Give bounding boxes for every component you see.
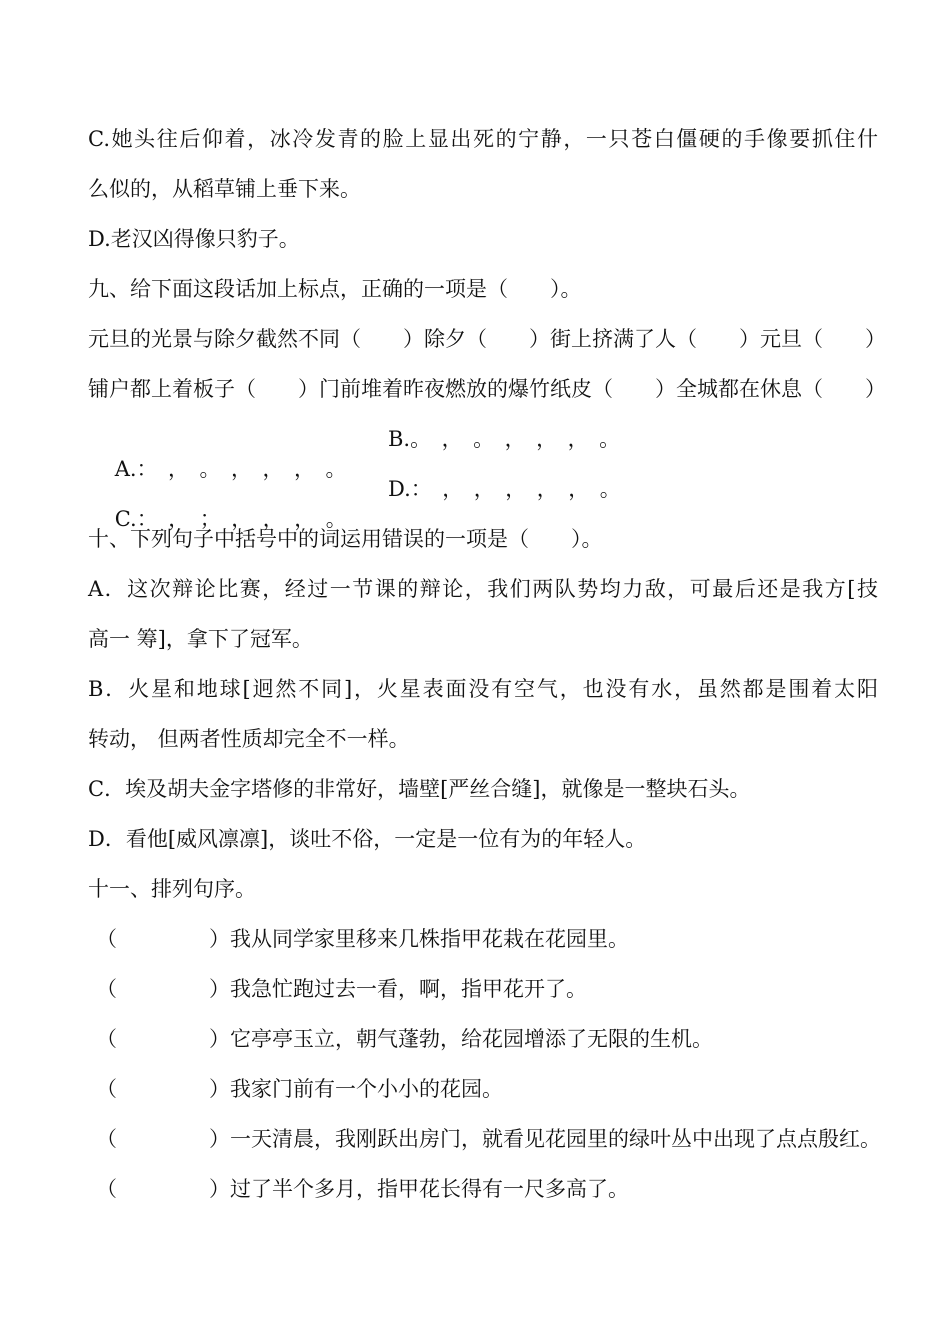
- q11-sentence-row: [96, 1124, 886, 1154]
- q10-option-c: C．埃及胡夫金字塔修的非常好，墙壁[严丝合缝]，就像是一整块石头。: [88, 777, 751, 801]
- q9-passage-line1: 元旦的光景与除夕截然不同（ ）除夕（ ）街上挤满了人（ ）元旦（ ）: [88, 327, 886, 351]
- answer-paren-close: ）: [209, 1177, 230, 1201]
- q10-option-d: D．看他[威风凛凛]，谈吐不俗，一定是一位有为的年轻人。: [88, 827, 647, 851]
- q10-option-a-line1: A．这次辩论比赛，经过一节课的辩论，我们两队势均力敌，可最后还是我方[技: [88, 577, 878, 601]
- answer-paren-open: （: [96, 1177, 117, 1201]
- q10-stem: 十、下列句子中括号中的词运用错误的一项是（ ）。: [88, 527, 603, 551]
- q11-sentence-text: 我急忙跑过去一看，啊，指甲花开了。: [230, 977, 587, 1001]
- q8-option-c-line1: C.她头往后仰着，冰冷发青的脸上显出死的宁静，一只苍白僵硬的手像要抓住什: [88, 127, 878, 151]
- q8-option-c-line2: 么似的，从稻草铺上垂下来。: [88, 177, 361, 201]
- q11-sentence-row: [96, 974, 886, 1004]
- q9-option-a: A.： ， 。 ， ， ， 。: [114, 457, 347, 481]
- q9-stem: 九、给下面这段话加上标点，正确的一项是（ ）。: [88, 277, 582, 301]
- answer-paren-open: （: [96, 1027, 117, 1051]
- q9-option-b: B.。 ， 。 ， ， ， 。: [388, 427, 621, 451]
- q11-sentence-text: 它亭亭玉立，朝气蓬勃，给花园增添了无限的生机。: [230, 1027, 713, 1051]
- answer-paren-open: （: [96, 927, 117, 951]
- answer-paren-close: ）: [209, 977, 230, 1001]
- answer-paren-close: ）: [209, 927, 230, 951]
- q10-option-b-line1: B．火星和地球[迥然不同]，火星表面没有空气，也没有水，虽然都是围着太阳: [88, 677, 878, 701]
- answer-paren-close: ）: [209, 1127, 230, 1151]
- q11-sentence-row: [96, 1074, 886, 1104]
- q10-option-a-line2: 高一 筹]，拿下了冠军。: [88, 627, 313, 651]
- answer-paren-close: ）: [209, 1027, 230, 1051]
- q9-passage-line2: 铺户都上着板子（ ）门前堆着昨夜燃放的爆竹纸皮（ ）全城都在休息（ ）: [88, 377, 886, 401]
- q11-sentence-text: 一天清晨，我刚跃出房门，就看见花园里的绿叶丛中出现了点点殷红。: [230, 1127, 881, 1151]
- q8-option-d: D.老汉凶得像只豹子。: [88, 227, 300, 251]
- q11-sentence-text: 我家门前有一个小小的花园。: [230, 1077, 503, 1101]
- q11-sentence-row: [96, 1174, 886, 1204]
- q9-option-d: D.： ， ， ， ， ， 。: [388, 477, 621, 501]
- answer-paren-open: （: [96, 1077, 117, 1101]
- q11-sentence-row: [96, 1024, 886, 1054]
- answer-paren-open: （: [96, 977, 117, 1001]
- answer-paren-close: ）: [209, 1077, 230, 1101]
- q11-sentence-text: 我从同学家里移来几株指甲花栽在花园里。: [230, 927, 629, 951]
- q11-stem: 十一、排列句序。: [88, 877, 256, 901]
- q10-option-b-line2: 转动， 但两者性质却完全不一样。: [88, 727, 410, 751]
- q9-option-c: C.： ， ； ， ， ， 。: [114, 507, 347, 531]
- q11-sentence-text: 过了半个多月，指甲花长得有一尺多高了。: [230, 1177, 629, 1201]
- q11-sentence-row: [96, 924, 886, 954]
- answer-paren-open: （: [96, 1127, 117, 1151]
